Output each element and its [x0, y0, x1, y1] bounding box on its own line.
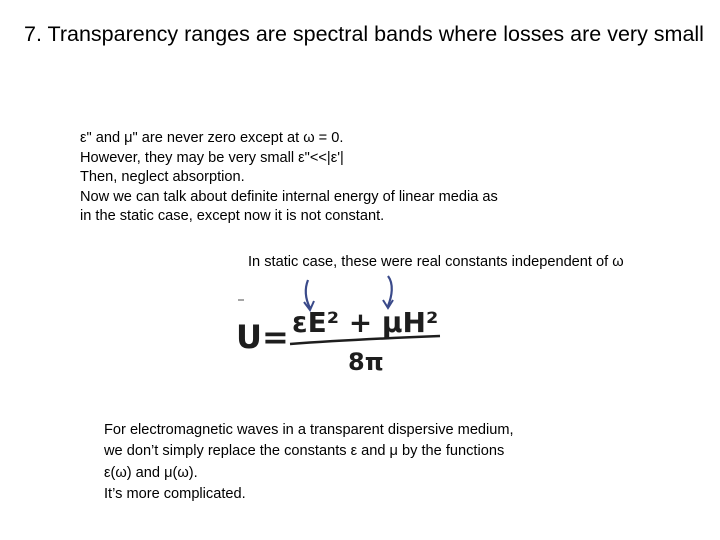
paragraph-line: we don’t simply replace the constants ε and μ by the functions [104, 443, 505, 460]
intro-paragraph [80, 129, 640, 227]
paragraph-line: ε" and μ" are never zero except at ω = 0. [80, 130, 344, 146]
paragraph-line: For electromagnetic waves in a transparent dispersive medium, [104, 422, 514, 438]
dispersive-medium-paragraph [104, 420, 624, 506]
static-case-note: In static case, these were real constants independent of ω [248, 254, 624, 270]
paragraph-line: It’s more complicated. [104, 486, 246, 503]
formula-lhs: U= [236, 318, 289, 356]
paragraph-line: However, they may be very small ε"<<|ε'| [80, 149, 344, 166]
handwritten-energy-formula [230, 272, 460, 382]
paragraph-line: Now we can talk about definite internal energy of linear media as [80, 188, 498, 205]
paragraph-line: in the static case, except now it is not constant. [80, 208, 385, 225]
paragraph-line: ε(ω) and μ(ω). [104, 464, 198, 481]
slide-title: 7. Transparency ranges are spectral bands where losses are very small [24, 22, 704, 46]
formula-numerator: εE² + μH² [292, 306, 439, 339]
paragraph-line: Then, neglect absorption. [80, 169, 245, 186]
formula-denominator: 8π [348, 348, 384, 376]
